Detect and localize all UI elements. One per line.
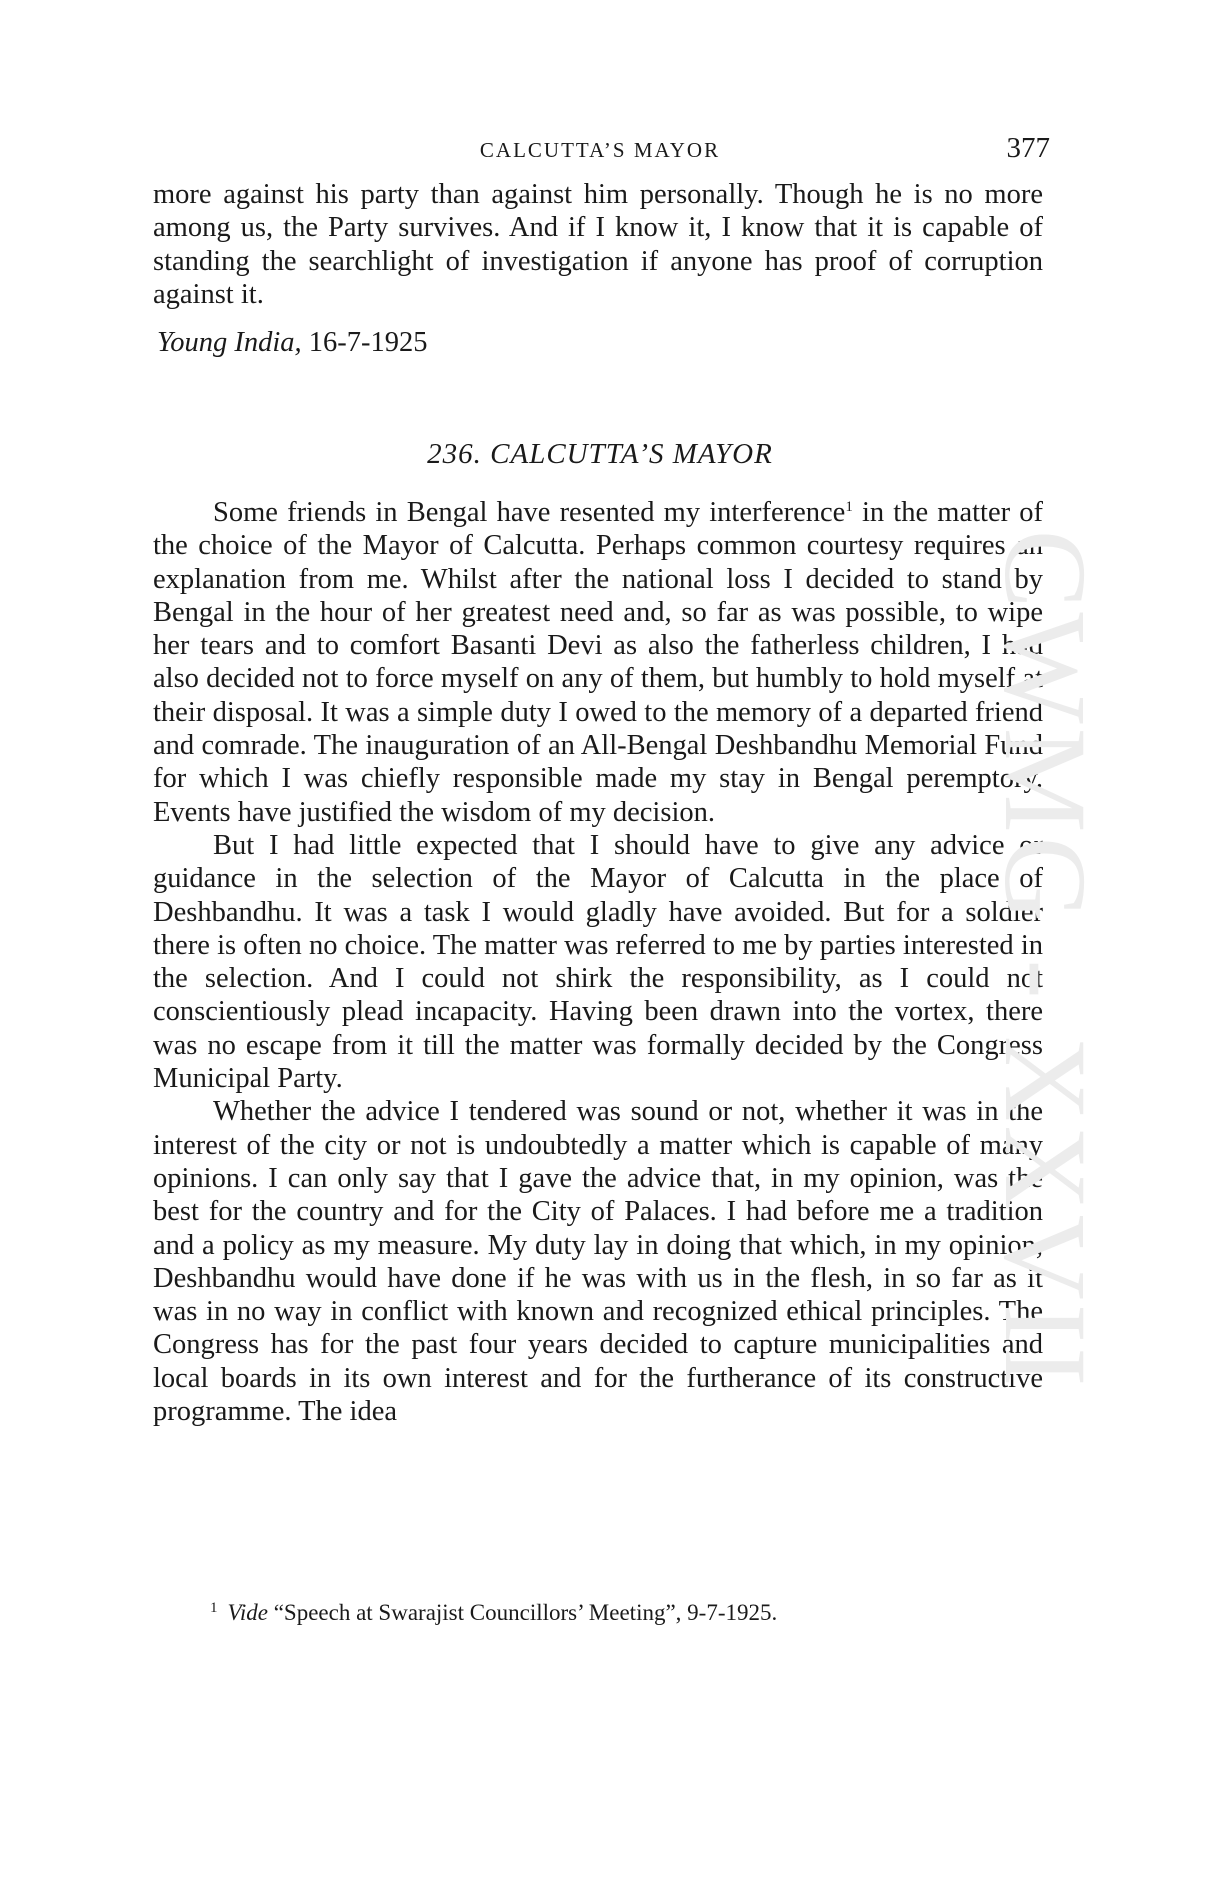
source-citation bbox=[157, 327, 428, 359]
footnote bbox=[210, 1600, 777, 1626]
watermark-text: CWMG - XXVII bbox=[980, 529, 1111, 1391]
paragraph-3: Whether the advice I tendered was sound or not, whether it was in the interest of the city or not is undoubtedly a matter which is capable of many opinions. I can only say that I gave the advice that, in my opinion, was the best for the country and for the City of Palaces. I had before me a tradition and a policy as my measure. My duty lay in doing that which, in my opinion, Deshbandhu would have done if he was with us in the flesh, in so far as it was in no way in conflict with known and recognized ethical principles. The Congress has for the past four years decided to capture municipalities and local boards in its own interest and for the furtherance of its constructive programme. The idea bbox=[153, 1096, 1043, 1428]
paragraph-1-rest: in the matter of the choice of the Mayor of Calcutta. Perhaps common courtesy requires an explanation from me. Whilst after the national loss I decided to stand by Bengal in the hour of her greatest need and, so far as was possible, to wipe her tears and to comfort Basanti Devi as also the fatherless children, I had also decided not to force myself on any of them, but humbly to hold myself at their disposal. It was a simple duty I owed to the memory of a departed friend and comrade. The inauguration of an All-Bengal Deshbandhu Memorial Fund for which I was chiefly responsible made my stay in Bengal peremptory. Events have justified the wisdom of my decision. bbox=[153, 497, 1043, 828]
paragraph-2: But I had little expected that I should have to give any advice or guidance in the selection of the Mayor of Calcutta in the place of Deshbandhu. It was a task I would gladly have avoided. But for a soldier there is often no choice. The matter was referred to me by parties interested in the selection. And I could not shirk the responsibility, as I could not conscientiously plead incapacity. Having been drawn into the vortex, there was no escape from it till the matter was formally decided by the Congress Municipal Party. bbox=[153, 829, 1043, 1095]
running-head bbox=[150, 132, 1050, 172]
footnote-vide: Vide bbox=[227, 1600, 268, 1625]
paragraph-1 bbox=[153, 496, 1043, 829]
footnote-text: “Speech at Swarajist Councillors’ Meeting”, 9-7-1925. bbox=[267, 1600, 778, 1625]
source-date: 16-7-1925 bbox=[308, 327, 428, 358]
article-body bbox=[153, 496, 1043, 1428]
paragraph-1-start: Some friends in Bengal have resented my interference bbox=[213, 497, 846, 528]
source-publication: Young India, bbox=[157, 327, 302, 358]
watermark bbox=[980, 430, 1111, 1490]
running-title: CALCUTTA’S MAYOR bbox=[479, 138, 721, 162]
page-number: 377 bbox=[1006, 132, 1050, 164]
footnote-reference: 1 bbox=[845, 499, 853, 515]
continuation-paragraph bbox=[153, 178, 1043, 311]
article-heading: 236. CALCUTTA’S MAYOR bbox=[427, 438, 773, 470]
continuation-text: more against his party than against him personally. Though he is no more among us, the Party survives. And if I know it, I know that it is capable of standing the searchlight of investigation if anyone has proof of corruption against it. bbox=[153, 179, 1043, 310]
footnote-marker: 1 bbox=[210, 1600, 218, 1616]
